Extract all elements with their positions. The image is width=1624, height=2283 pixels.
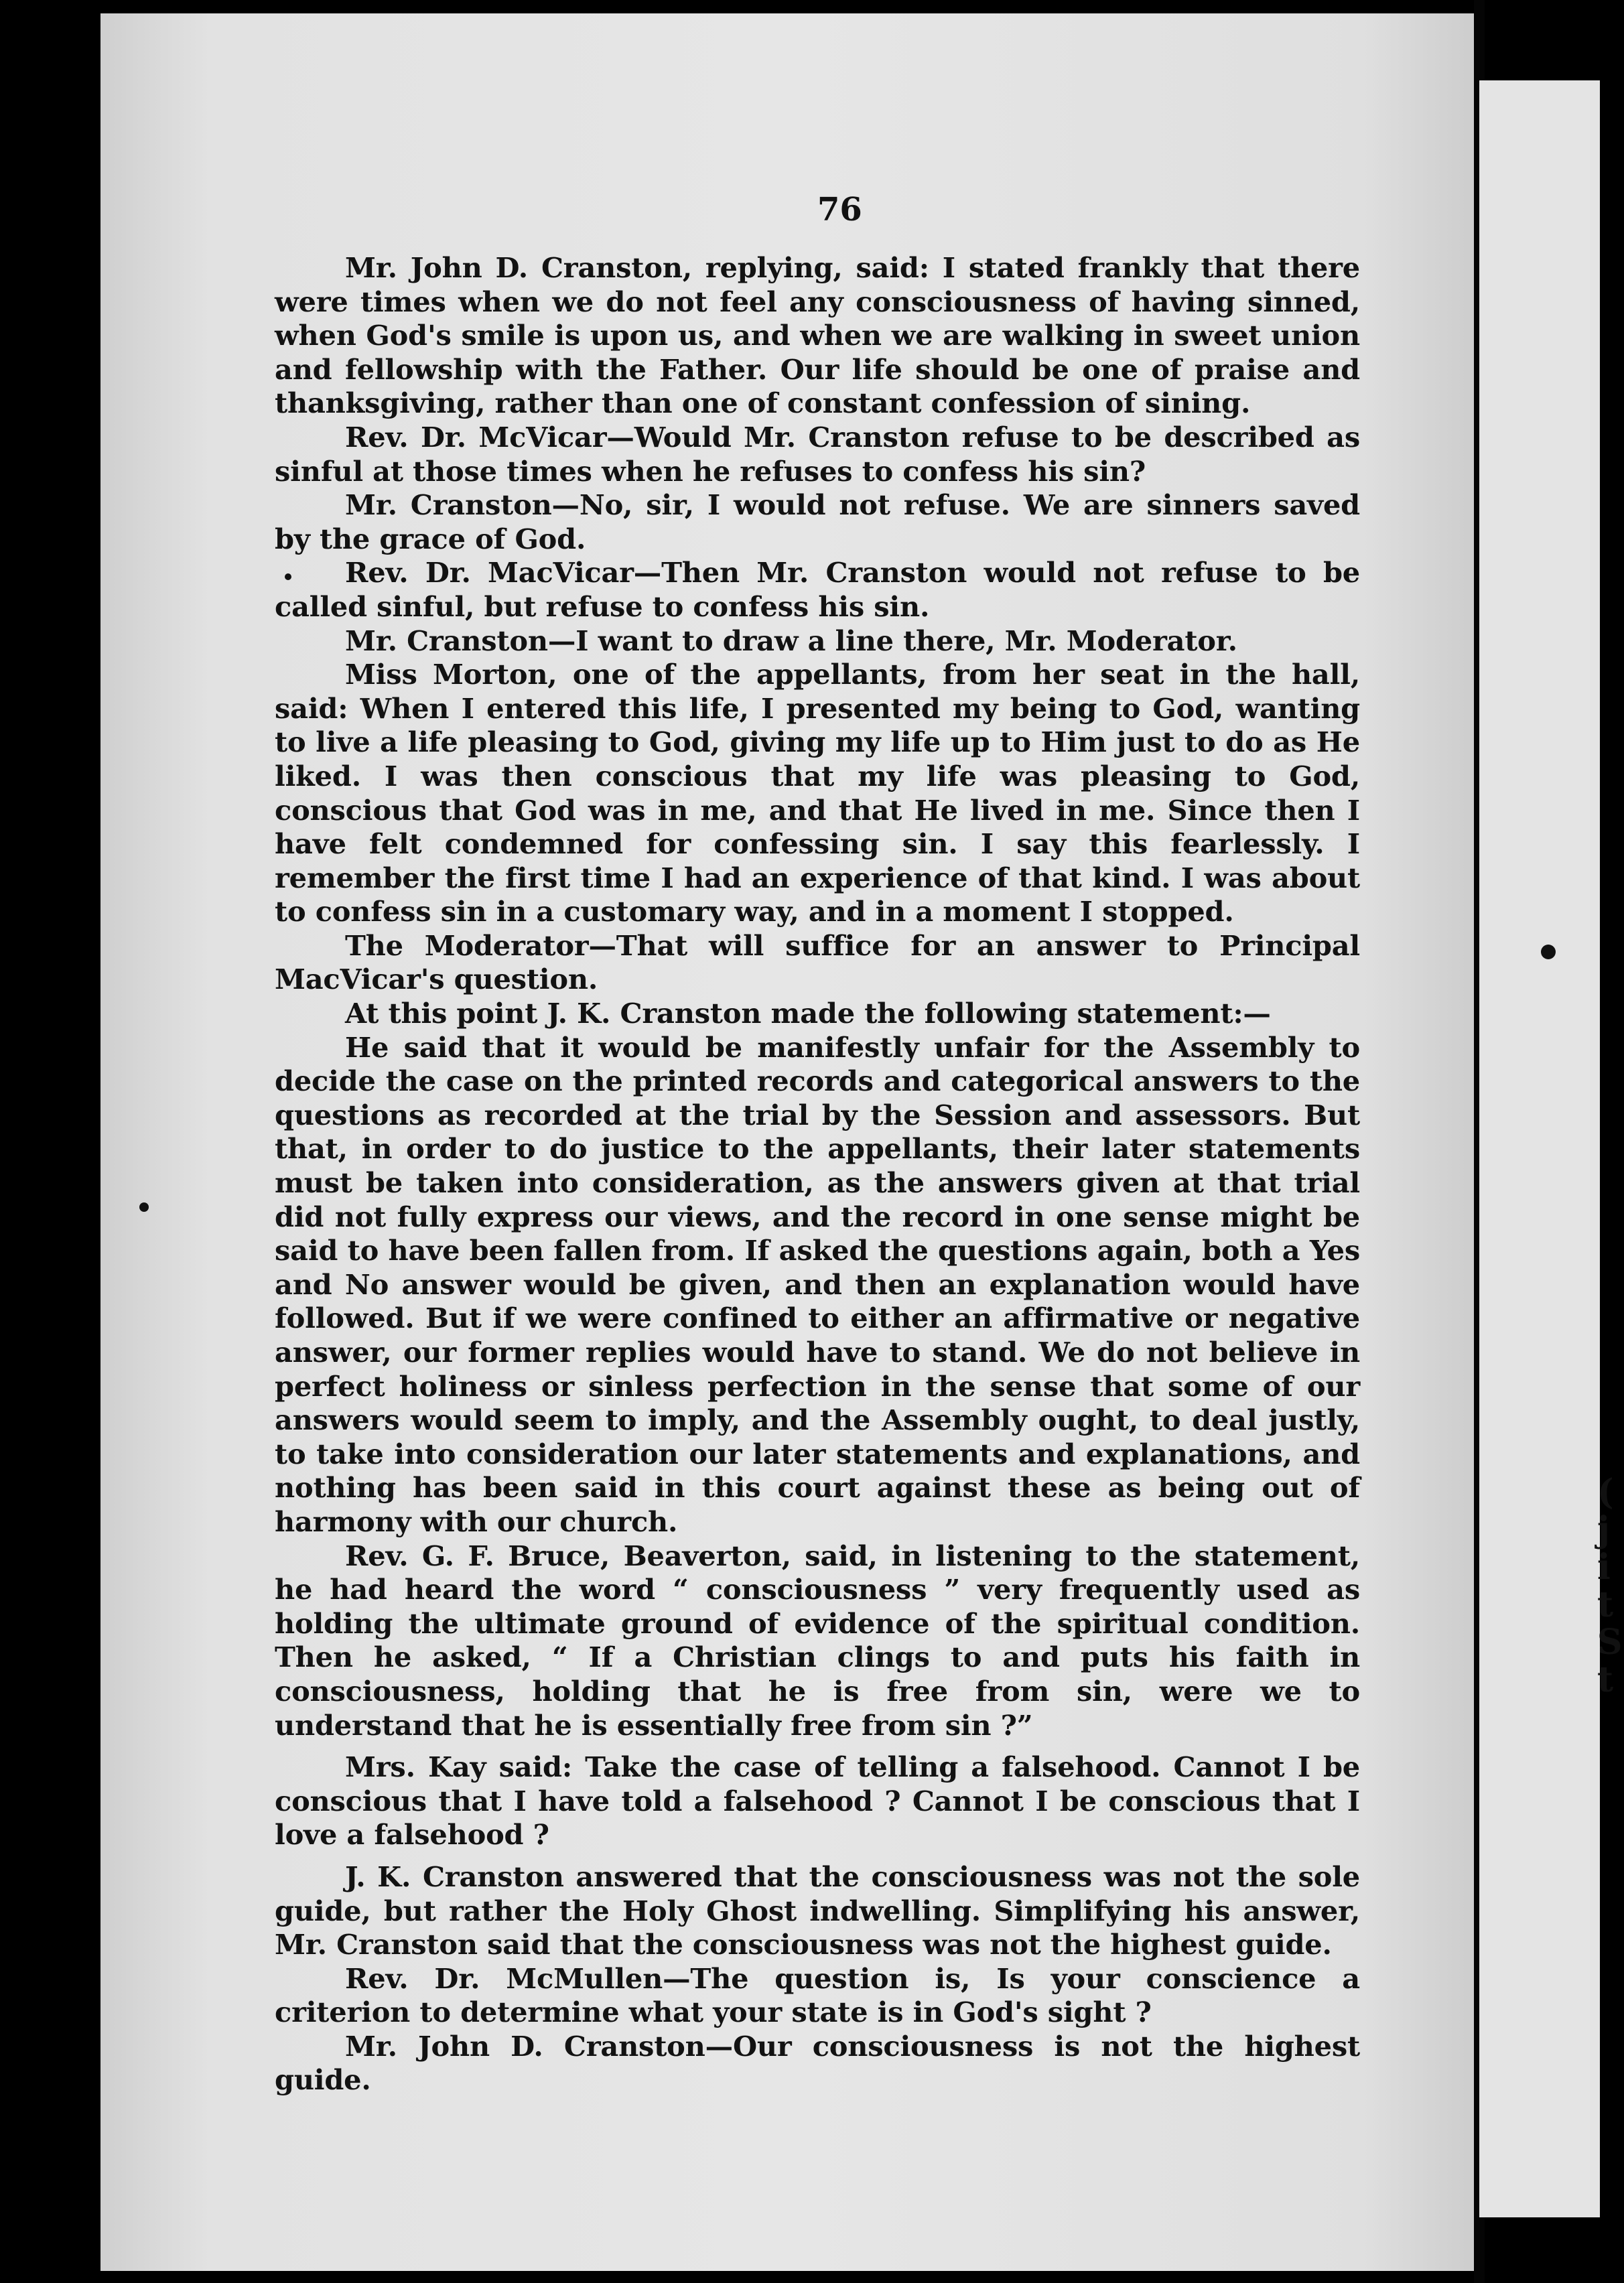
paragraph: Mr. Cranston—No, sir, I would not refuse. We are sinners saved by the grace of God. [275,488,1360,555]
paragraph: Rev. G. F. Bruce, Beaverton, said, in listening to the statement, he had heard the word “ consciousness ” very frequently used as holding the ultimate ground of evidence of the spiritual condition. Then he asked, “ If a Christian clings to and puts his faith in consciousness, holding that he is free from sin, were we to understand that he is essentially free from sin ?” [275,1539,1360,1742]
paragraph: Rev. Dr. MacVicar—Then Mr. Cranston would not refuse to be called sinful, but refuse to confess his sin. [275,556,1360,623]
paragraph: The Moderator—That will suffice for an answer to Principal MacVicar's question. [275,928,1360,996]
paragraph: J. K. Cranston answered that the consciousness was not the sole guide, but rather the Holy Ghost indwelling. Simplifying his answer, Mr. Cranston said that the consciousness was not the highest guide. [275,1860,1360,1961]
paragraph: Mr. John D. Cranston—Our consciousness is not the highest guide. [275,2029,1360,2097]
adjacent-letter: S [1597,1622,1623,1663]
adjacent-letter: i [1597,1547,1611,1588]
scan-speck [1541,945,1556,959]
paragraph: Mr. John D. Cranston, replying, said: I stated frankly that there were times when we do not feel any consciousness of having sinned, when God's smile is upon us, and when we are walking in sweet union and fellowship with the Father. Our life should be one of praise and thanksgiving, rather than one of constant confession of sining. [275,251,1360,420]
scan-speck [285,573,291,580]
adjacent-letter: j [1597,1509,1610,1550]
adjacent-page-letters [1597,1474,1624,1699]
paragraph: Miss Morton, one of the appellants, from her seat in the hall, said: When I entered this life, I presented my being to God, wanting to live a life pleasing to God, giving my life up to Him just to do as He liked. I was then conscious that my life was pleasing to God, conscious that God was in me, and that He lived in me. Since then I have felt condemned for confessing sin. I say this fearlessly. I remember the first time I had an experience of that kind. I was about to confess sin in a customary way, and in a moment I stopped. [275,658,1360,928]
adjacent-letter: t [1597,1584,1614,1625]
adjacent-letter: t [1597,1659,1614,1700]
adjacent-page-edge [1479,80,1600,2217]
page-number: 76 [817,191,862,228]
paragraph: Mr. Cranston—I want to draw a line there, Mr. Moderator. [345,624,1237,657]
page-body-text [275,251,1360,2097]
paragraph: Rev. Dr. McMullen—The question is, Is your conscience a criterion to determine what your state is in God's sight ? [275,1961,1360,2029]
paragraph: He said that it would be manifestly unfair for the Assembly to decide the case on the printed records and categorical answers to the questions as recorded at the trial by the Session and assessors. But that, in order to do justice to the appellants, their later statements must be taken into consideration, as the answers given at that trial did not fully express our views, and the record in one sense might be said to have been fallen from. If asked the questions again, both a Yes and No answer would be given, and then an explanation would have followed. But if we were confined to either an affirmative or negative answer, our former replies would have to stand. We do not believe in perfect holiness or sinless perfection in the sense that some of our answers would seem to imply, and the Assembly ought, to deal justly, to take into consideration our later statements and explanations, and nothing has been said in this court against these as being out of harmony with our church. [275,1030,1360,1538]
paragraph: Mrs. Kay said: Take the case of telling a falsehood. Cannot I be conscious that I have told a falsehood ? Cannot I be conscious that I love a falsehood ? [275,1750,1360,1852]
adjacent-letter: ( [1597,1472,1614,1513]
paragraph: Rev. Dr. McVicar—Would Mr. Cranston refuse to be described as sinful at those times when he refuses to confess his sin? [275,420,1360,488]
paragraph: At this point J. K. Cranston made the following statement:— [345,997,1271,1030]
scan-speck [139,1202,149,1212]
